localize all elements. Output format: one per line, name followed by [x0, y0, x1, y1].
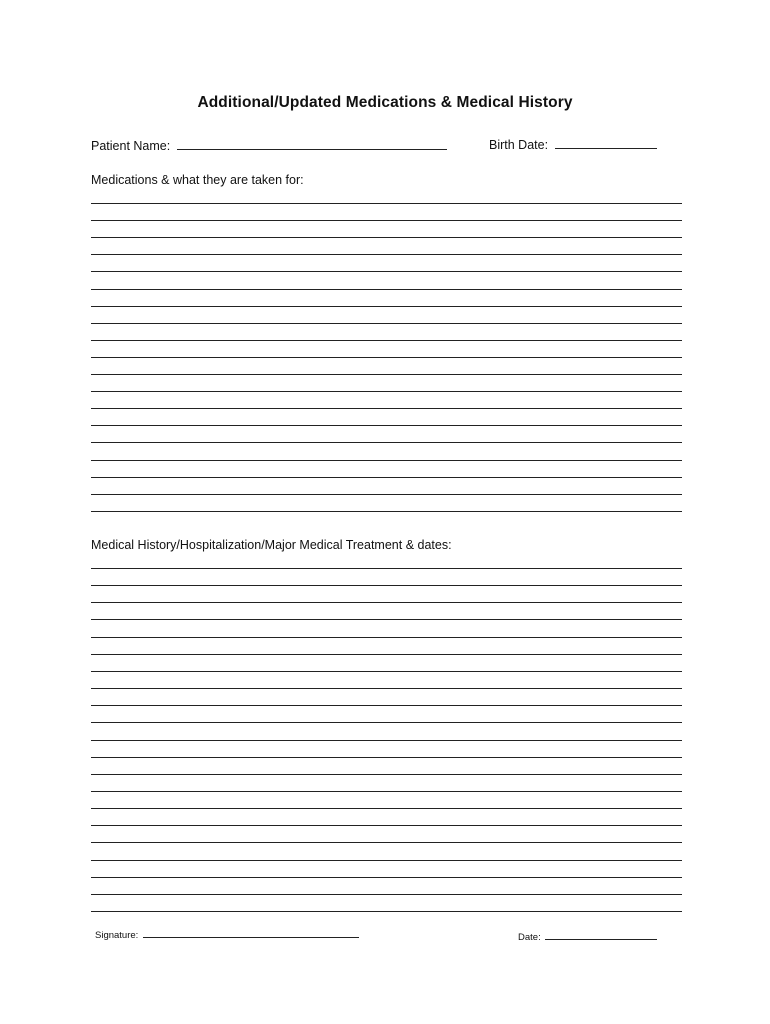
birth-date-label: Birth Date:	[489, 138, 549, 152]
writing-line[interactable]	[91, 705, 682, 706]
writing-line[interactable]	[91, 425, 682, 426]
patient-name-label: Patient Name:	[91, 139, 171, 153]
writing-line[interactable]	[91, 740, 682, 741]
writing-line[interactable]	[91, 722, 682, 723]
writing-line[interactable]	[91, 894, 682, 895]
writing-line[interactable]	[91, 374, 682, 375]
writing-line[interactable]	[91, 460, 682, 461]
writing-line[interactable]	[91, 774, 682, 775]
patient-name-field	[91, 139, 447, 153]
writing-line[interactable]	[91, 808, 682, 809]
birth-date-blank[interactable]	[555, 138, 657, 149]
writing-line[interactable]	[91, 237, 682, 238]
birth-date-field	[489, 138, 657, 152]
writing-line[interactable]	[91, 511, 682, 512]
writing-line[interactable]	[91, 842, 682, 843]
medical-history-label: Medical History/Hospitalization/Major Medical Treatment & dates:	[91, 538, 452, 552]
writing-line[interactable]	[91, 911, 682, 912]
medical-history-lines[interactable]	[91, 568, 682, 912]
writing-line[interactable]	[91, 220, 682, 221]
medications-lines[interactable]	[91, 203, 682, 512]
writing-line[interactable]	[91, 408, 682, 409]
patient-name-blank[interactable]	[177, 139, 447, 150]
signature-label: Signature:	[95, 930, 139, 941]
writing-line[interactable]	[91, 671, 682, 672]
date-blank[interactable]	[545, 931, 657, 940]
writing-line[interactable]	[91, 254, 682, 255]
writing-line[interactable]	[91, 203, 682, 204]
writing-line[interactable]	[91, 289, 682, 290]
writing-line[interactable]	[91, 602, 682, 603]
writing-line[interactable]	[91, 688, 682, 689]
writing-line[interactable]	[91, 825, 682, 826]
writing-line[interactable]	[91, 442, 682, 443]
signature-field	[95, 929, 359, 941]
medications-label: Medications & what they are taken for:	[91, 173, 304, 187]
writing-line[interactable]	[91, 357, 682, 358]
writing-line[interactable]	[91, 271, 682, 272]
writing-line[interactable]	[91, 619, 682, 620]
writing-line[interactable]	[91, 306, 682, 307]
writing-line[interactable]	[91, 757, 682, 758]
writing-line[interactable]	[91, 791, 682, 792]
form-title: Additional/Updated Medications & Medical History	[197, 94, 573, 111]
writing-line[interactable]	[91, 568, 682, 569]
writing-line[interactable]	[91, 877, 682, 878]
date-field	[518, 931, 657, 943]
date-label: Date:	[518, 932, 541, 943]
writing-line[interactable]	[91, 654, 682, 655]
writing-line[interactable]	[91, 391, 682, 392]
writing-line[interactable]	[91, 323, 682, 324]
writing-line[interactable]	[91, 860, 682, 861]
writing-line[interactable]	[91, 340, 682, 341]
writing-line[interactable]	[91, 494, 682, 495]
signature-blank[interactable]	[143, 929, 359, 938]
writing-line[interactable]	[91, 637, 682, 638]
writing-line[interactable]	[91, 477, 682, 478]
writing-line[interactable]	[91, 585, 682, 586]
